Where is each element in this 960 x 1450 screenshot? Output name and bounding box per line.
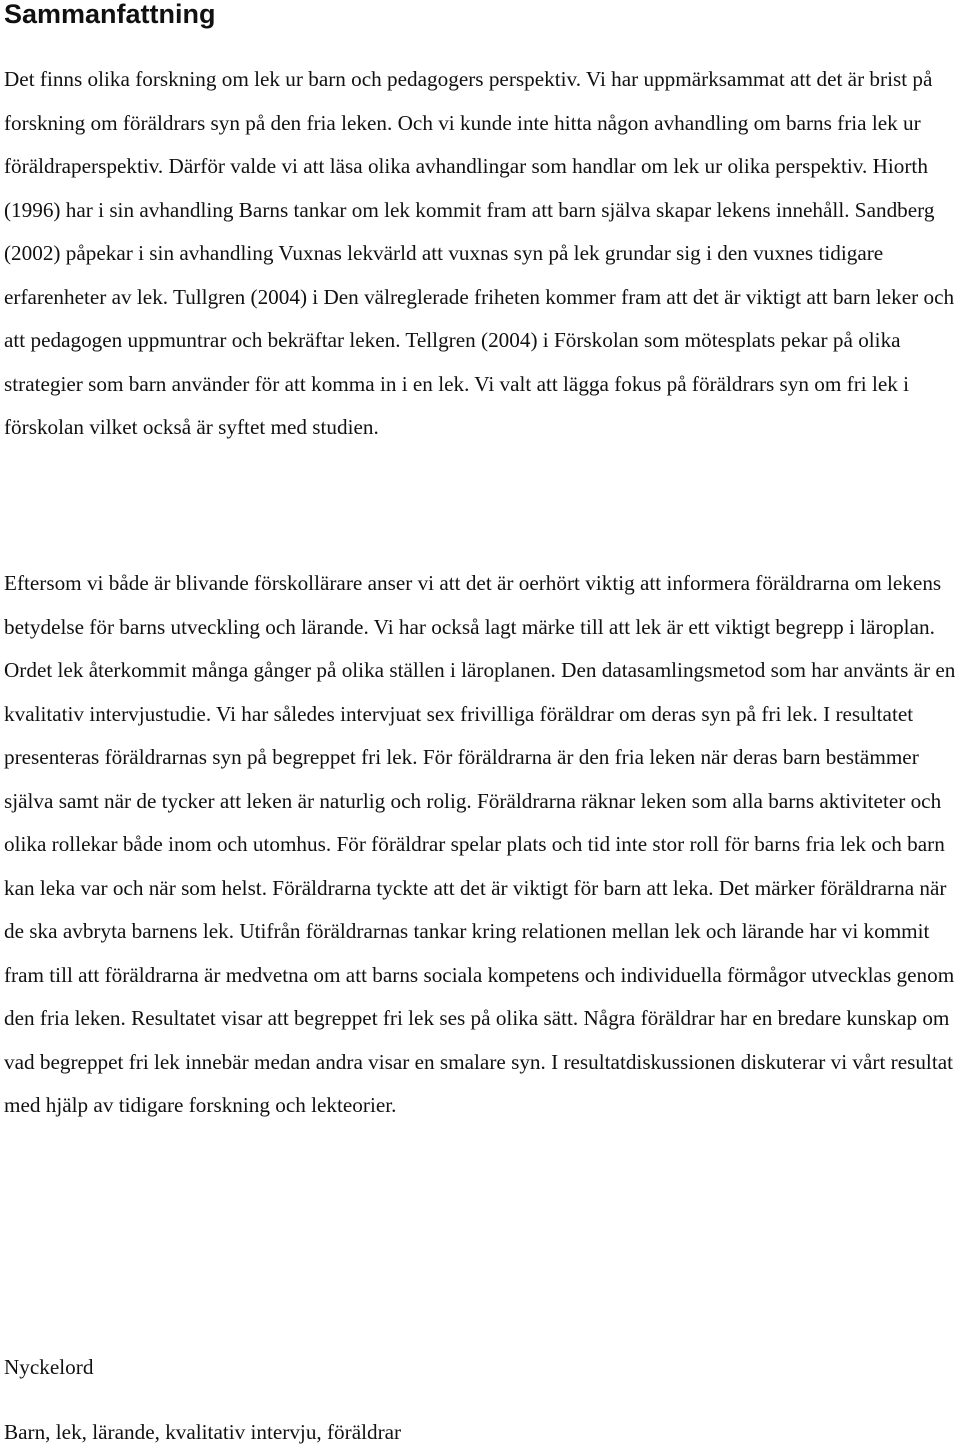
summary-paragraph-1: Det finns olika forskning om lek ur barn och pedagogers perspektiv. Vi har uppmärksammat att det är brist på forskning om föräldrars syn på den fria leken. Och vi kunde inte hitta någon avhandling om barns fria lek ur föräldraperspektiv. Därför valde vi att läsa olika avhandlingar som handlar om lek ur olika perspektiv. Hiorth (1996) har i sin avhandling Barns tankar om lek kommit fram att barn själva skapar lekens innehåll. Sandberg (2002) påpekar i sin avhandling Vuxnas lekvärld att vuxnas syn på lek grundar sig i den vuxnes tidigare erfarenheter av lek. Tullgren (2004) i Den välreglerade friheten kommer fram att det är viktigt att barn leker och att pedagogen uppmuntrar och bekräftar leken. Tellgren (2004) i Förskolan som mötesplats pekar på olika strategier som barn använder för att komma in i en lek. Vi valt att lägga fokus på föräldrars syn om fri lek i förskolan vilket också är syftet med studien. [4,67,955,439]
keywords-list: Barn, lek, lärande, kvalitativ intervju, föräldrar [4,1420,402,1444]
summary-paragraph-2: Eftersom vi både är blivande förskollärare anser vi att det är oerhört viktig att informera föräldrarna om lekens betydelse för barns utveckling och lärande. Vi har också lagt märke till att lek är ett viktigt begrepp i läroplan. Ordet lek återkommit många gånger på olika ställen i läroplanen. Den datasamlingsmetod som har använts är en kvalitativ intervjustudie. Vi har således intervjuat sex frivilliga föräldrar om deras syn på fri lek. I resultatet presenteras föräldrarnas syn på begreppet fri lek. För föräldrarna är den fria leken när deras barn bestämmer själva samt när de tycker att leken är naturlig och rolig. Föräldrarna räknar leken som alla barns aktiviteter och olika rollekar både inom och utomhus. För föräldrar spelar plats och tid inte stor roll för barns fria lek och barn kan leka var och när som helst. Föräldrarna tyckte att det är viktigt för barn att leka. Det märker föräldrarna när de ska avbryta barnens lek. Utifrån föräldrarnas tankar kring relationen mellan lek och lärande har vi kommit fram till att föräldrarna är medvetna om att barns sociala kompetens och individuella förmågor utvecklas genom den fria leken. Resultatet visar att begreppet fri lek ses på olika sätt. Några föräldrar har en bredare kunskap om vad begreppet fri lek innebär medan andra visar en smalare syn. I resultatdiskussionen diskuterar vi vårt resultat med hjälp av tidigare forskning och lekteorier. [4,571,956,1117]
keywords-heading: Nyckelord [4,1355,94,1379]
page-title: Sammanfattning [4,0,216,29]
